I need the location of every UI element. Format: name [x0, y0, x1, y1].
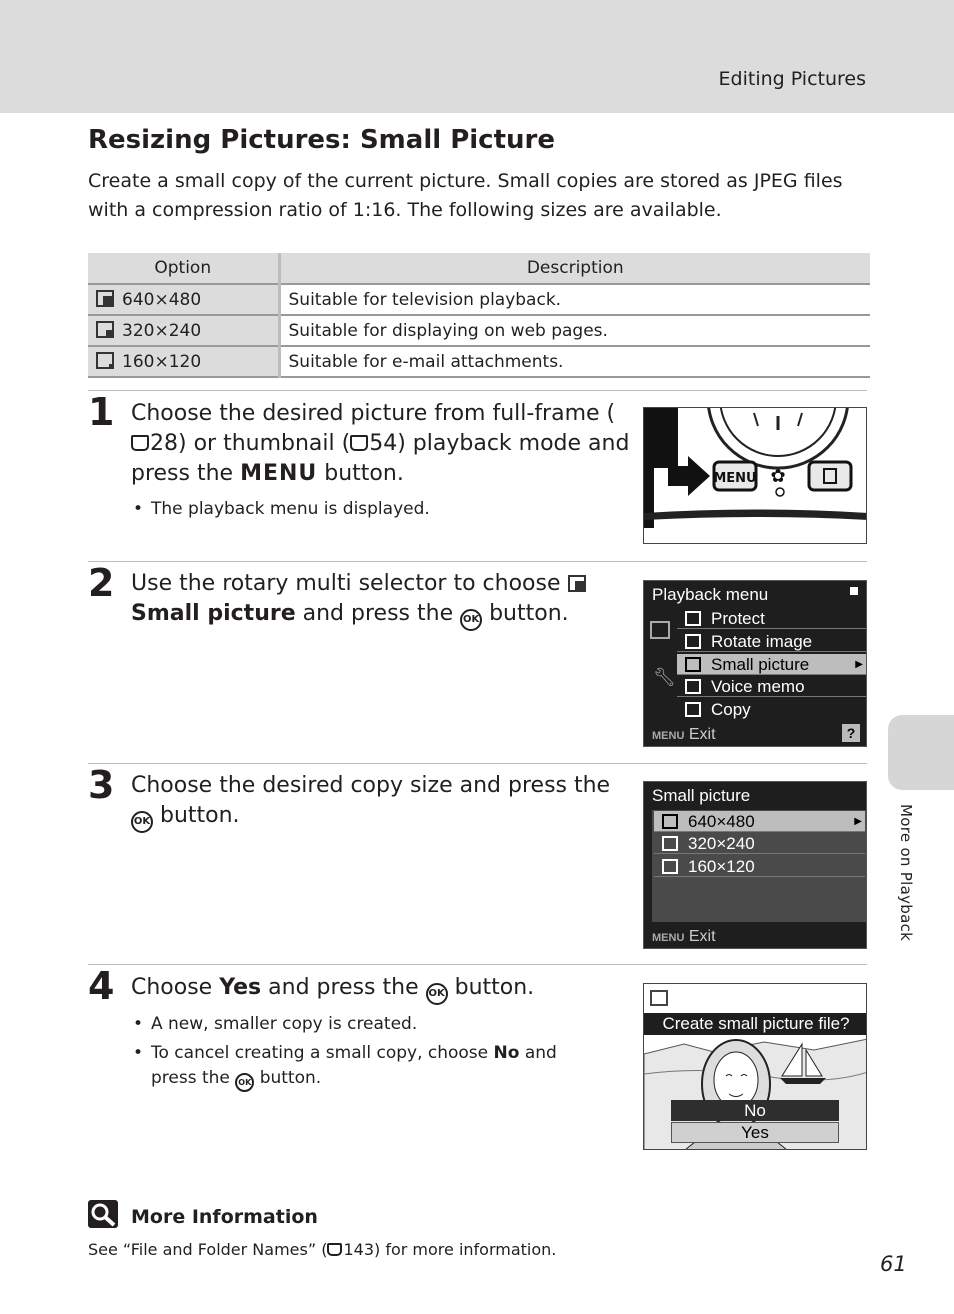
page-number: 61	[880, 1252, 907, 1276]
rotate-icon	[685, 634, 701, 649]
camera-back-illustration	[643, 407, 867, 544]
small-picture-icon	[650, 990, 668, 1006]
size-160-icon	[662, 859, 678, 874]
size-item-320: 320×240	[654, 833, 865, 854]
menu-item-rotate: Rotate image	[677, 631, 866, 652]
side-tab	[888, 715, 954, 790]
screen-footer: MENU Exit	[652, 928, 716, 945]
step-number: 4	[88, 964, 115, 1008]
more-information-icon	[88, 1200, 118, 1228]
menu-item-small-picture: Small picture ▶	[677, 654, 866, 675]
size-640-icon	[96, 290, 114, 307]
confirm-screen	[643, 983, 867, 1150]
divider	[88, 390, 867, 391]
table-header-option: Option	[88, 253, 279, 284]
bullet-item: • The playback menu is displayed.	[131, 497, 611, 522]
section-title: Editing Pictures	[718, 68, 866, 90]
option-cell	[88, 315, 279, 346]
more-information-text: See “File and Folder Names” ( 143) for more information.	[88, 1240, 557, 1259]
size-item-160: 160×120	[654, 856, 865, 877]
description-cell: Suitable for television playback.	[279, 284, 870, 315]
intro-paragraph: Create a small copy of the current picture. Small copies are stored as JPEG files with a compression ratio of 1:16. The following sizes are available.	[88, 170, 843, 221]
wrench-tab-icon: 🔧︎	[653, 667, 676, 687]
book-icon	[350, 435, 368, 451]
book-icon	[131, 435, 149, 451]
option-yes: Yes	[671, 1122, 839, 1143]
size-item-640: 640×480 ▶	[654, 811, 865, 832]
menu-button-label: MENU	[713, 471, 757, 486]
description-cell: Suitable for displaying on web pages.	[279, 315, 870, 346]
menu-button-icon: MENU	[240, 461, 318, 486]
protect-icon	[685, 611, 701, 626]
menu-item-voice-memo: Voice memo	[677, 676, 866, 697]
step-1-text: Choose the desired picture from full-frame (28) or thumbnail ( 54) playback mode and press the MENU button.	[131, 401, 630, 486]
option-cell	[88, 346, 279, 377]
size-320-icon	[662, 836, 678, 851]
screen-footer: MENU Exit	[652, 726, 716, 743]
step-1-bullets	[131, 497, 611, 526]
page-header-band	[0, 0, 954, 113]
play-tab-icon	[650, 621, 670, 639]
ok-button-icon: OK	[131, 811, 153, 833]
book-icon	[327, 1243, 342, 1256]
side-tab-label: More on Playback	[897, 804, 915, 942]
size-options-table	[88, 253, 870, 378]
option-label: 160×120	[122, 351, 202, 372]
option-cell	[88, 284, 279, 315]
step-2-text: Use the rotary multi selector to choose Small picture and press the OK button.	[131, 569, 601, 631]
help-icon: ?	[842, 724, 860, 742]
bullet-item: • To cancel creating a small copy, choose No and press the OK button.	[131, 1041, 606, 1092]
option-label: 320×240	[122, 320, 202, 341]
divider	[88, 561, 867, 562]
ok-button-icon: OK	[426, 983, 448, 1005]
screen-title: Small picture	[652, 786, 751, 805]
ok-button-icon: OK	[460, 609, 482, 631]
small-picture-icon	[685, 657, 701, 672]
divider	[88, 964, 867, 965]
screen-title: Playback menu	[652, 585, 769, 604]
ok-button-icon: OK	[235, 1073, 254, 1092]
small-picture-screen	[643, 781, 867, 949]
divider	[88, 763, 867, 764]
size-160-icon	[96, 352, 114, 369]
bullet-item: • A new, smaller copy is created.	[131, 1012, 606, 1037]
table-row	[88, 315, 870, 346]
step-number: 2	[88, 561, 115, 605]
copy-icon	[685, 702, 701, 717]
svg-text:✿: ✿	[770, 466, 786, 487]
option-label: 640×480	[122, 289, 202, 310]
step-4-bullets	[131, 1012, 606, 1096]
description-cell: Suitable for e-mail attachments.	[279, 346, 870, 377]
microphone-icon	[685, 679, 701, 694]
more-information-title: More Information	[131, 1206, 318, 1228]
size-640-icon	[662, 814, 678, 829]
confirm-prompt: Create small picture file?	[644, 1013, 867, 1035]
table-header-description: Description	[279, 253, 870, 284]
page-title: Resizing Pictures: Small Picture	[88, 125, 555, 155]
table-row	[88, 284, 870, 315]
table-row	[88, 346, 870, 377]
step-3-text: Choose the desired copy size and press the OK button.	[131, 771, 621, 833]
step-4-text: Choose Yes and press the OK button.	[131, 973, 631, 1005]
playback-menu-screen	[643, 580, 867, 747]
scroll-indicator	[850, 587, 858, 595]
step-number: 3	[88, 763, 115, 807]
small-picture-icon	[568, 575, 586, 592]
menu-item-protect: Protect	[677, 608, 866, 629]
menu-item-copy: Copy	[677, 699, 866, 720]
table-header-row	[88, 253, 870, 284]
step-number: 1	[88, 390, 115, 434]
option-no: No	[671, 1100, 839, 1121]
size-320-icon	[96, 321, 114, 338]
